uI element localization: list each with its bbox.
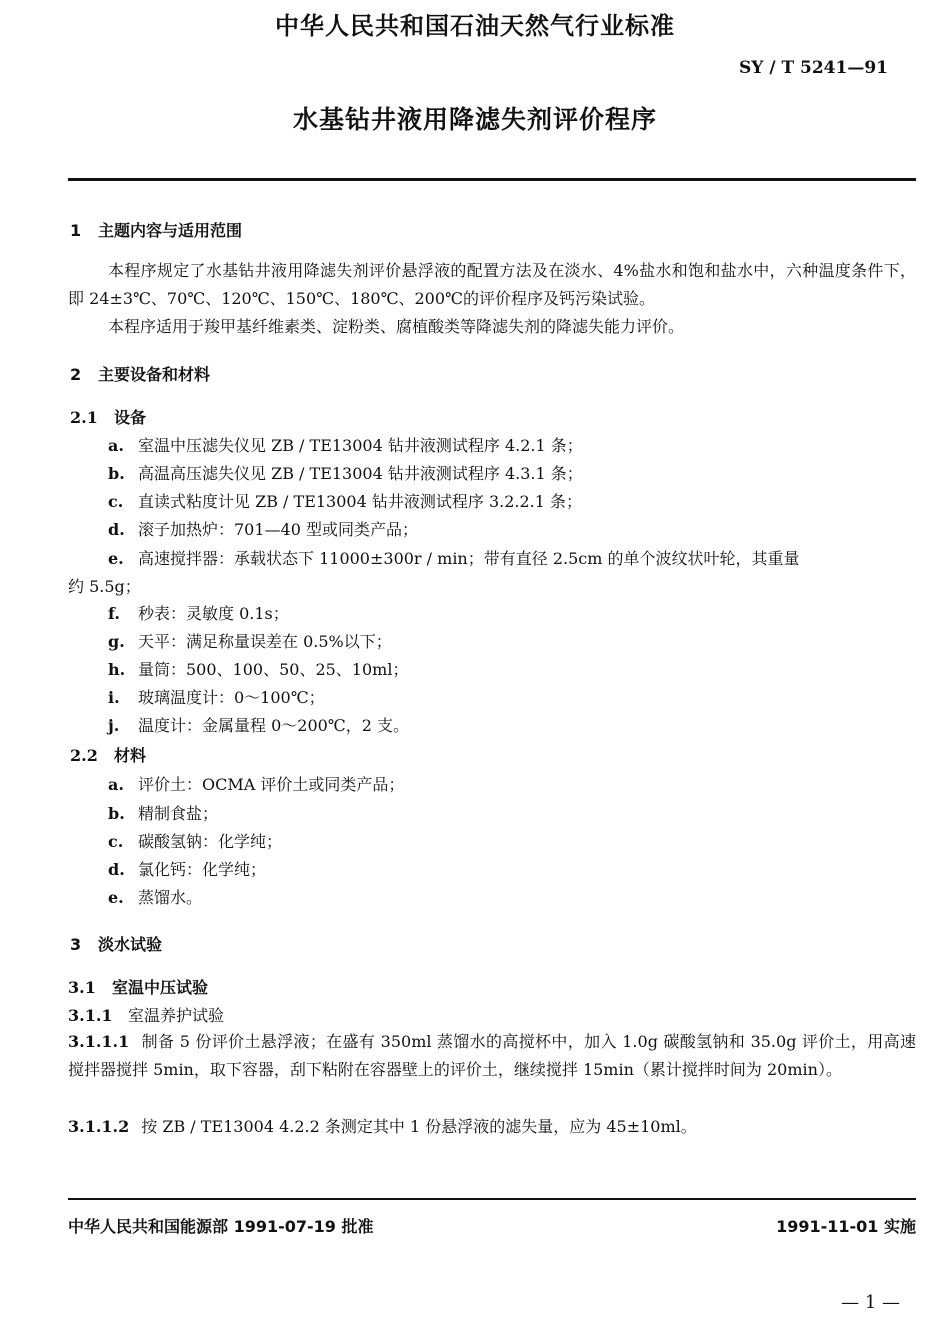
material-item <box>108 772 404 795</box>
item-label: d. <box>108 860 125 879</box>
equipment-item <box>108 433 583 456</box>
item-label: a. <box>108 436 124 455</box>
approval-line: 中华人民共和国能源部 1991-07-19 批准 <box>68 1217 374 1236</box>
equipment-item <box>108 657 408 680</box>
subsection-number: 2.2 <box>70 746 98 765</box>
clause-number: 3.1.1.2 <box>68 1117 130 1136</box>
footer-divider <box>68 1198 916 1200</box>
effective-date: 1991-11-01 实施 <box>776 1217 916 1236</box>
item-text: 高温高压滤失仪见 ZB / TE13004 钻井液测试程序 4.3.1 条； <box>138 464 583 483</box>
section-number: 1 <box>70 221 82 240</box>
subsection-2-2-heading <box>70 743 146 766</box>
item-text: 评价土：OCMA 评价土或同类产品； <box>138 775 405 794</box>
clause-3-1-1-2 <box>68 1113 916 1141</box>
item-label: j. <box>108 716 120 735</box>
section-2-heading <box>70 362 210 385</box>
item-label: c. <box>108 492 124 511</box>
item-text: 氯化钙：化学纯； <box>138 860 267 879</box>
item-label: f. <box>108 604 120 623</box>
section-title: 主题内容与适用范围 <box>98 221 243 240</box>
subsection-title: 设备 <box>114 408 147 427</box>
clause-text: 按 ZB / TE13004 4.2.2 条测定其中 1 份悬浮液的滤失量，应为 45±10ml。 <box>141 1117 697 1136</box>
equipment-item <box>108 489 582 512</box>
item-text: 天平：满足称量误差在 0.5%以下； <box>138 632 392 651</box>
section-number: 3 <box>70 935 82 954</box>
item-text: 直读式粘度计见 ZB / TE13004 钻井液测试程序 3.2.2.1 条； <box>138 492 583 511</box>
equipment-item-continuation: 约 5.5g； <box>68 577 141 596</box>
subsection-title: 材料 <box>114 746 147 765</box>
item-text: 温度计：金属量程 0～200℃，2 支。 <box>138 716 409 735</box>
item-text: 量筒：500、100、50、25、10ml； <box>138 660 409 679</box>
equipment-item <box>108 629 392 652</box>
material-item <box>108 801 218 824</box>
section-1-paragraph-2: 本程序适用于羧甲基纤维素类、淀粉类、腐植酸类等降滤失剂的降滤失能力评价。 <box>108 317 685 336</box>
clause-number: 3.1.1.1 <box>68 1032 130 1051</box>
equipment-item <box>108 685 325 708</box>
item-label: e. <box>108 549 124 568</box>
section-1-paragraph-1: 本程序规定了水基钻井液用降滤失剂评价悬浮液的配置方法及在淡水、4%盐水和饱和盐水中，六种温度条件下，即 24±3℃、70℃、120℃、150℃、180℃、200℃的评价程序及钙污染试验。 <box>68 261 916 308</box>
section-title: 主要设备和材料 <box>98 365 211 384</box>
equipment-item <box>108 461 583 484</box>
material-item <box>108 829 282 852</box>
header-divider <box>68 178 916 181</box>
material-item <box>108 857 266 880</box>
subsection-title: 室温中压试验 <box>112 978 209 997</box>
item-label: a. <box>108 775 124 794</box>
equipment-item <box>108 601 289 624</box>
section-number: 2 <box>70 365 82 384</box>
subsection-number: 3.1 <box>68 978 96 997</box>
item-text: 室温中压滤失仪见 ZB / TE13004 钻井液测试程序 4.2.1 条； <box>138 436 583 455</box>
clause-text: 制备 5 份评价土悬浮液；在盛有 350ml 蒸馏水的高搅杯中，加入 1.0g 碳酸氢钠和 35.0g 评价土，用高速搅拌器搅拌 5min，取下容器，刮下粘附在容器壁上的评价土，继续搅拌 15min（累计搅拌时间为 20min）。 <box>68 1032 916 1079</box>
section-title: 淡水试验 <box>98 935 163 954</box>
item-text: 玻璃温度计：0～100℃； <box>138 688 325 707</box>
subsection-3-1-1-heading <box>68 1003 224 1026</box>
item-label: c. <box>108 832 124 851</box>
standard-code: SY / T 5241—91 <box>739 58 888 78</box>
item-label: g. <box>108 632 125 651</box>
item-text: 蒸馏水。 <box>138 888 203 907</box>
item-text: 碳酸氢钠：化学纯； <box>138 832 283 851</box>
item-text: 精制食盐； <box>138 804 219 823</box>
item-text: 高速搅拌器：承载状态下 11000±300r / min；带有直径 2.5cm 的单个波纹状叶轮，其重量 <box>138 549 800 568</box>
equipment-item <box>108 713 409 736</box>
equipment-item <box>108 517 418 540</box>
subsection-3-1-heading <box>68 975 208 998</box>
equipment-item <box>108 546 800 569</box>
item-text: 滚子加热炉：701—40 型或同类产品； <box>138 520 418 539</box>
material-item <box>108 885 202 908</box>
item-label: h. <box>108 660 126 679</box>
item-text: 秒表：灵敏度 0.1s； <box>138 604 289 623</box>
section-3-heading <box>70 932 162 955</box>
subsection-number: 3.1.1 <box>68 1006 113 1025</box>
subsection-2-1-heading <box>70 405 146 428</box>
header-org-title: 中华人民共和国石油天然气行业标准 <box>275 12 675 40</box>
item-label: d. <box>108 520 125 539</box>
subsection-number: 2.1 <box>70 408 98 427</box>
item-label: b. <box>108 464 125 483</box>
clause-3-1-1-1 <box>68 1028 916 1084</box>
item-label: b. <box>108 804 125 823</box>
item-label: i. <box>108 688 120 707</box>
item-label: e. <box>108 888 124 907</box>
subsection-title: 室温养护试验 <box>128 1006 225 1025</box>
document-title: 水基钻井液用降滤失剂评价程序 <box>292 105 657 134</box>
page-number: — 1 — <box>841 1292 900 1313</box>
section-1-heading <box>70 218 242 241</box>
